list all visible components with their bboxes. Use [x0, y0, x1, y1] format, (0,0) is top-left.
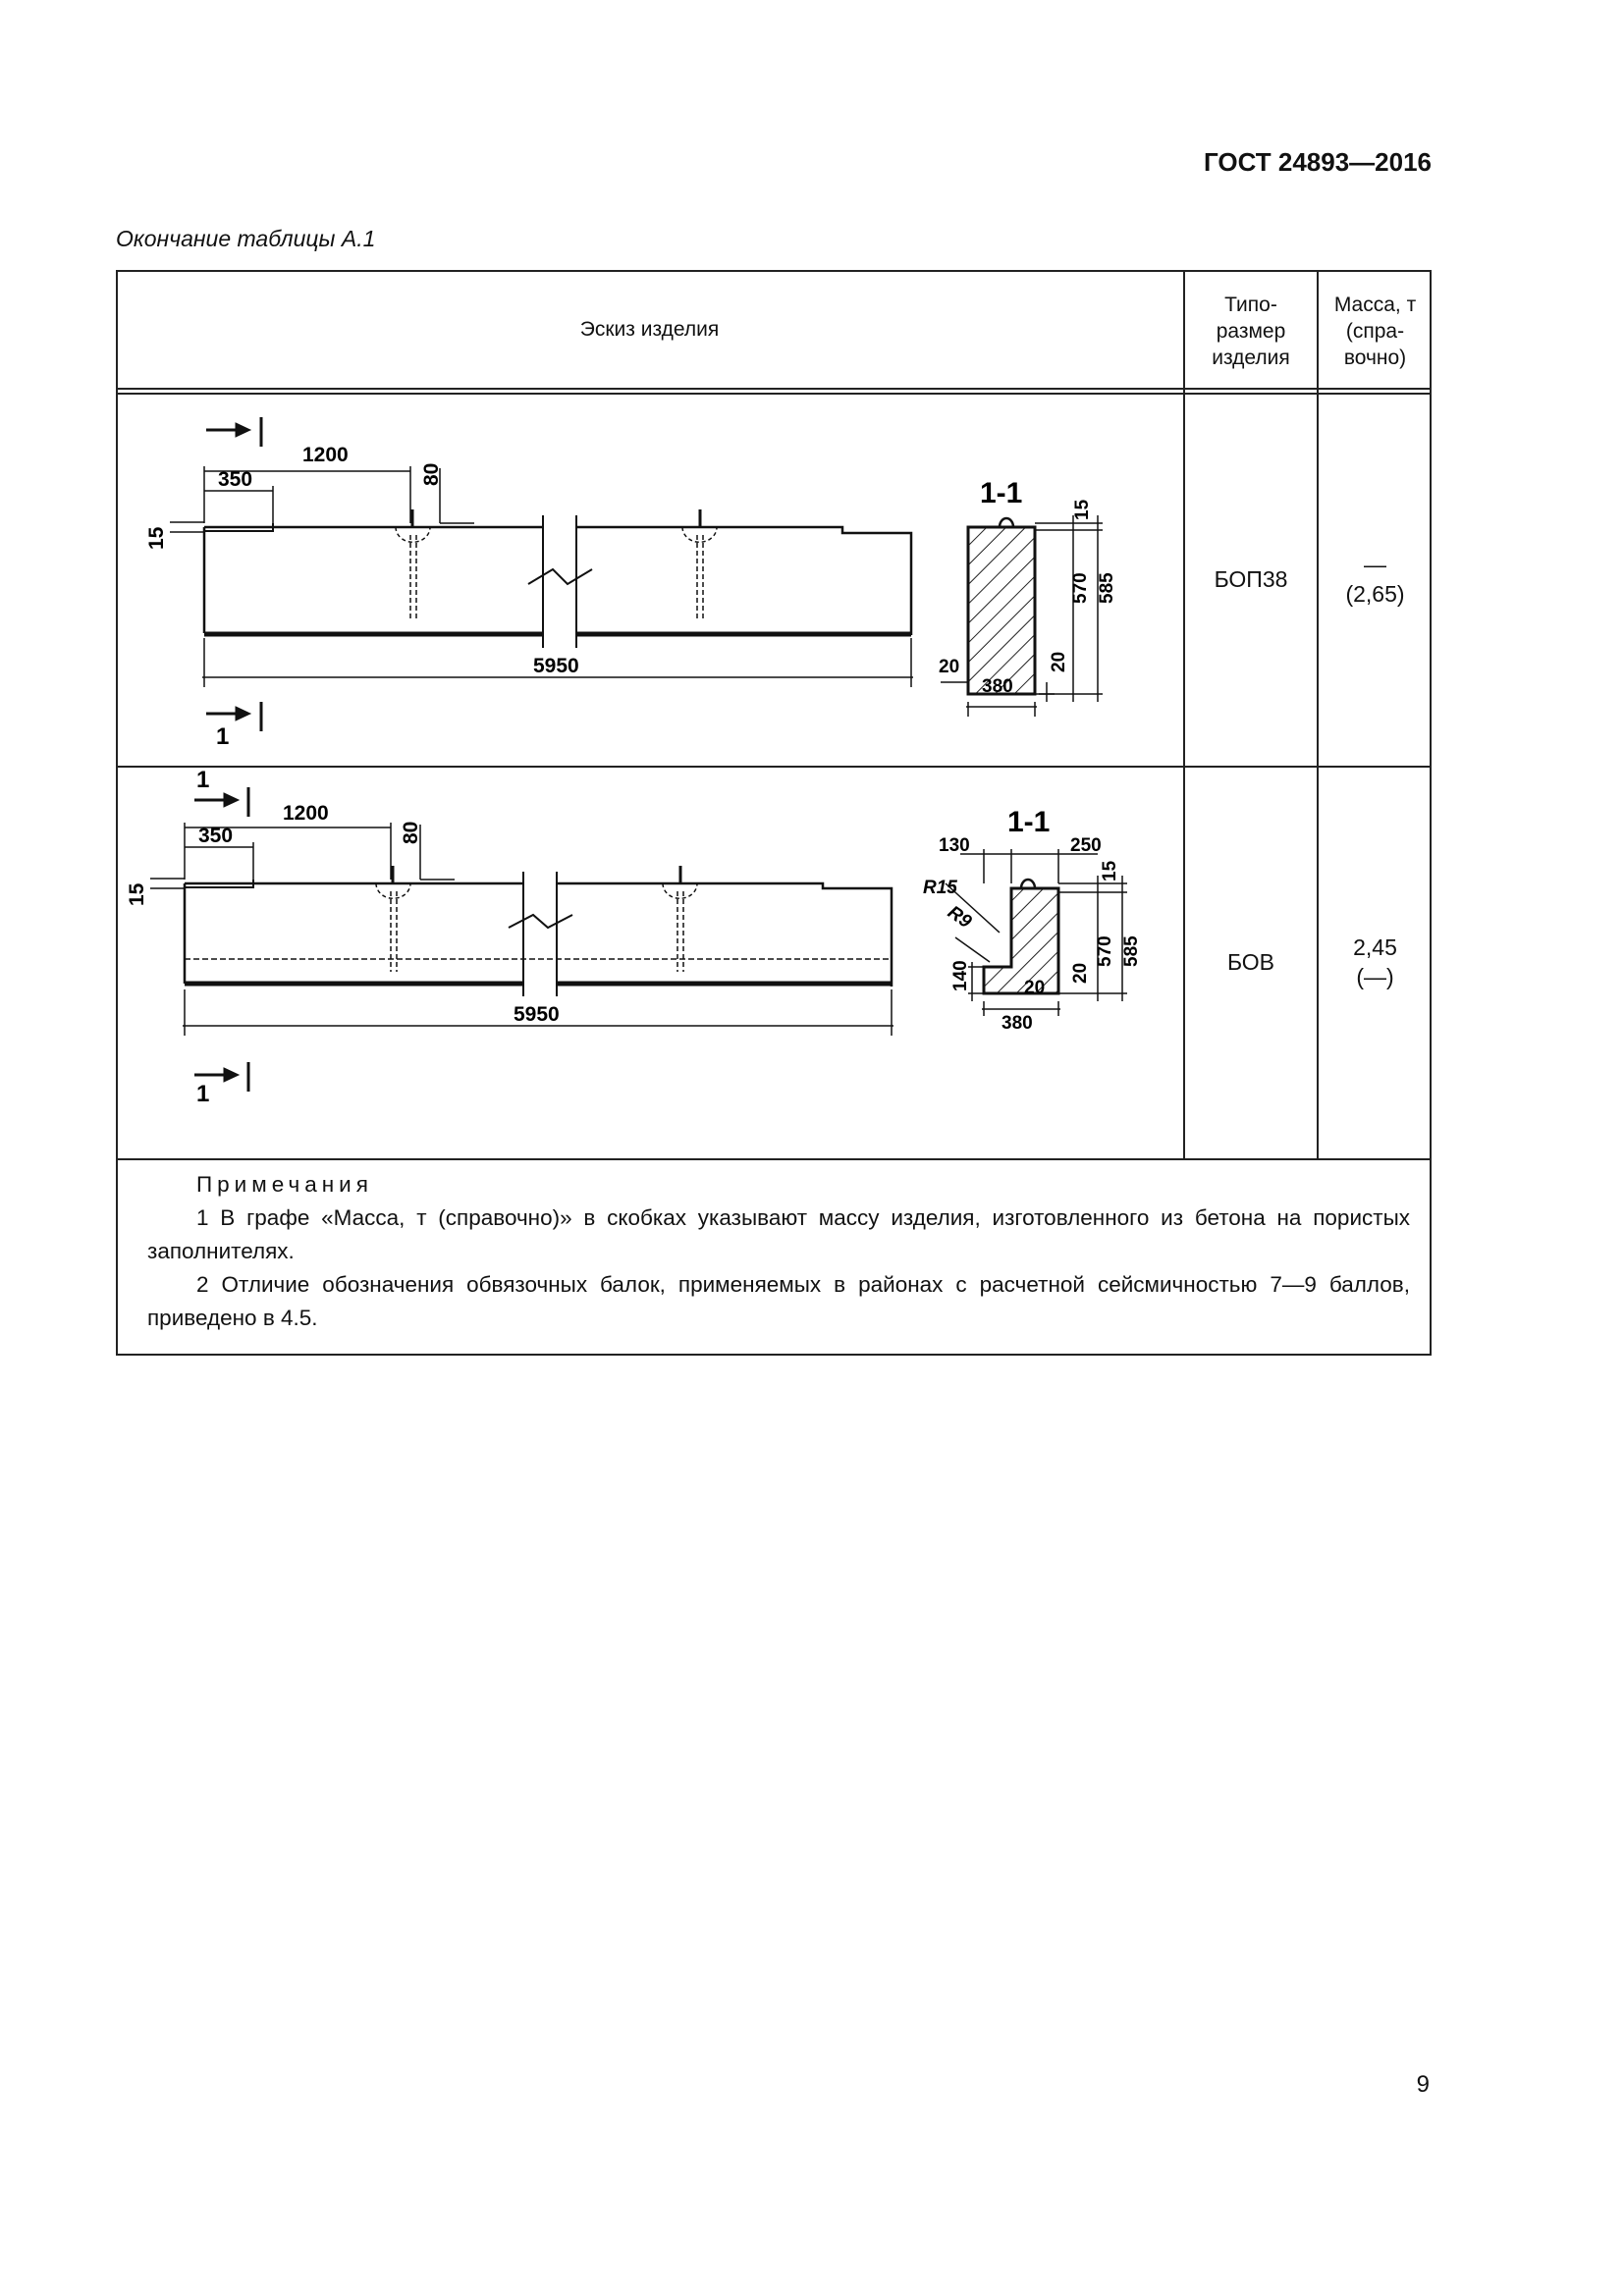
page-number: 9 — [1416, 2071, 1430, 2098]
table-caption: Окончание таблицы А.1 — [116, 226, 376, 251]
dim-label: 80 — [400, 821, 422, 844]
dim-label: 380 — [982, 676, 1013, 697]
header-type-size-line: изделия — [1212, 347, 1290, 369]
dim-label: 1200 — [283, 802, 329, 825]
row2-type: БОВ — [1226, 949, 1275, 975]
cut-marker-label: 1 — [196, 1081, 210, 1107]
column-divider — [1317, 270, 1319, 1158]
dim-label: 350 — [198, 825, 234, 847]
sketch-bov — [116, 766, 1184, 1158]
section-label: 1-1 — [980, 477, 1023, 509]
dim-label: R9 — [944, 901, 976, 934]
dim-label: 350 — [218, 468, 253, 491]
dim-label: 20 — [939, 657, 960, 677]
row1-type: БОП38 — [1214, 566, 1288, 592]
dim-label: 5950 — [514, 1003, 560, 1026]
header-mass-line: (спра- — [1345, 320, 1405, 343]
dim-label: 15 — [1100, 860, 1120, 881]
dim-label: 1200 — [302, 444, 349, 466]
dim-label: 15 — [1072, 499, 1093, 520]
dim-label: 130 — [939, 835, 970, 856]
dim-label: 585 — [1097, 572, 1117, 604]
row-divider — [116, 1158, 1432, 1160]
header-type-size-line: Типо- — [1224, 294, 1277, 316]
header-mass-line: Масса, т — [1333, 294, 1417, 316]
dim-label: 140 — [950, 960, 971, 991]
row1-mass-line: (2,65) — [1345, 581, 1405, 607]
notes-title: Примечания — [196, 1172, 373, 1197]
row2-mass-line: 2,45 — [1353, 934, 1397, 960]
cut-marker-label: 1 — [196, 767, 210, 793]
dim-label: 20 — [1024, 978, 1046, 998]
dim-label: 15 — [126, 882, 148, 906]
note-item: 2 Отличие обозначения обвязочных балок, применяемых в районах с расчетной сейсмичностью 7—9 баллов, приведено в 4.5. — [147, 1272, 1410, 1330]
document-standard-code: ГОСТ 24893—2016 — [1204, 147, 1432, 177]
row2-mass-line: (—) — [1356, 964, 1394, 989]
dim-label: 585 — [1121, 935, 1142, 967]
cut-marker-label: 1 — [216, 723, 230, 750]
section-label: 1-1 — [1007, 806, 1051, 838]
dim-label: 80 — [420, 462, 443, 486]
row1-mass — [1319, 550, 1432, 609]
dim-label: 20 — [1070, 962, 1091, 984]
dim-label: 570 — [1095, 935, 1115, 967]
header-mass — [1319, 292, 1432, 371]
header-mass-line: вочно) — [1343, 347, 1407, 369]
dim-label: 380 — [1001, 1013, 1033, 1034]
header-sketch: Эскиз изделия — [579, 318, 720, 341]
dim-label: R15 — [923, 878, 957, 898]
specification-table — [116, 270, 1432, 1356]
header-type-size — [1185, 292, 1317, 371]
dim-label: 20 — [1049, 651, 1069, 672]
row2-mass — [1319, 933, 1432, 991]
row1-mass-line: — — [1364, 552, 1386, 577]
dim-label: 570 — [1070, 572, 1091, 604]
dim-label: 15 — [145, 526, 168, 550]
header-type-size-line: размер — [1216, 320, 1286, 343]
dim-label: 5950 — [533, 655, 579, 677]
note-item: 1 В графе «Масса, т (справочно)» в скобках указывают массу изделия, изготовленного из бетона на пористых заполнителях. — [147, 1205, 1410, 1263]
dim-label: 250 — [1070, 835, 1102, 856]
